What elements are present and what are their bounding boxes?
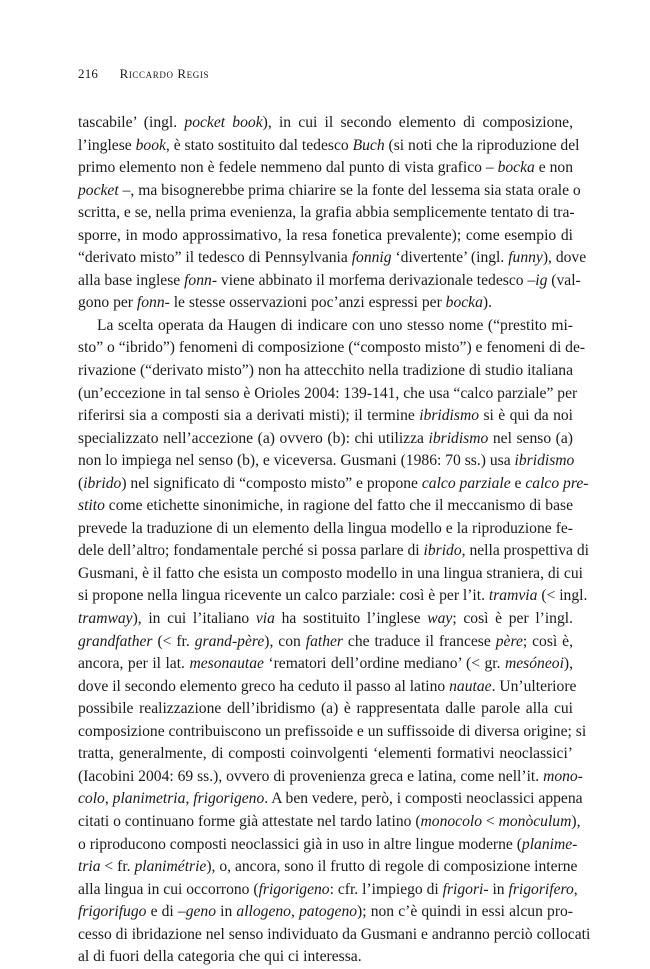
italic-term: grand-père [194, 632, 265, 650]
italic-term: way [427, 610, 453, 628]
text-run: alla lingua in cui occorrono ( [78, 880, 259, 898]
text-run: ‘divertente’ (ingl. [391, 249, 509, 267]
text-line [78, 337, 586, 360]
italic-term: allogeno [236, 903, 291, 921]
text-line [78, 540, 589, 563]
text-run: possibile realizzazione dell’ibridismo (a) è rappresentata dalle parole alla cui [78, 700, 573, 718]
text-run: ), con [264, 632, 306, 650]
text-line [78, 135, 580, 158]
text-run: (un’eccezione in tal senso è Orioles 2004: 139-141, che usa “calco parziale” per [78, 384, 578, 402]
text-run: ), dove [542, 249, 587, 267]
text-run: al di fuori della categoria che qui ci interessa. [78, 948, 362, 966]
text-run: : cfr. l’impiego di [329, 880, 443, 898]
italic-term: Buch [352, 136, 385, 154]
text-run: ); non c’è quindi in essi alcun pro- [357, 903, 573, 921]
text-run: (Iacobini 2004: 69 ss.), ovvero di provenienza greca e latina, come nell’it. [78, 767, 544, 785]
text-run: . A ben vedere, però, i composti neoclassici appena [264, 790, 583, 808]
italic-term: calco pre- [525, 474, 589, 492]
text-run: . Un’ulteriore [491, 677, 577, 695]
text-run: < fr. [100, 858, 135, 876]
text-line [78, 924, 591, 947]
italic-term: ibridismo [419, 407, 480, 425]
text-run: sporre, in modo approssimativo, la resa fonetica prevalente); come esempio di [78, 226, 573, 244]
running-header [78, 66, 209, 82]
italic-term: bocka [445, 294, 483, 312]
text-run: e non [534, 159, 573, 177]
text-line [78, 247, 587, 270]
italic-term: grandfather [78, 632, 153, 650]
text-line [78, 180, 581, 203]
text-run: e [510, 474, 526, 492]
text-run: tascabile’ (ingl. [78, 114, 185, 131]
italic-term: frigorifugo [78, 903, 147, 921]
italic-term: funny [508, 249, 543, 267]
text-line [78, 360, 573, 383]
text-run: non lo impiega nel senso (b), e viceversa. Gusmani (1986: 70 ss.) usa [78, 452, 515, 470]
text-run: La scelta operata da Haugen di indicare con uno stesso nome (“prestito mi- [97, 316, 573, 334]
text-run: (< fr. [152, 632, 195, 650]
text-run: in [216, 903, 237, 921]
italic-term: frigorigeno [193, 790, 265, 808]
text-run: gono per [78, 294, 137, 312]
text-line [78, 788, 583, 811]
text-run: nel senso (a) [488, 429, 573, 447]
italic-term: planimétrie [134, 858, 207, 876]
text-line [78, 631, 573, 654]
text-run: < [482, 812, 499, 830]
italic-term: ibrido [83, 474, 122, 492]
text-run: ; così è per l’ingl. [452, 610, 574, 628]
text-run: l’inglese [78, 136, 136, 154]
text-run: , [185, 790, 194, 808]
text-line [78, 856, 578, 879]
text-run: ancora, per il lat. [78, 655, 190, 673]
text-run: dove il secondo elemento greco ha ceduto il passo al latino [78, 677, 450, 695]
italic-term: bocka [497, 159, 535, 177]
text-run: , [290, 903, 299, 921]
italic-term: tramway [78, 610, 133, 628]
text-line [78, 383, 578, 406]
italic-term: tria [78, 858, 101, 876]
text-run: alla base inglese [78, 271, 185, 289]
italic-term: pocket [78, 181, 119, 199]
text-line [78, 450, 573, 473]
text-line [78, 270, 581, 293]
text-line [78, 811, 581, 834]
text-run: viene abbinato il morfema derivazionale tedesco [217, 271, 528, 289]
italic-term: mesóneoi [505, 655, 564, 673]
text-line [78, 428, 573, 451]
italic-term: via [255, 610, 275, 628]
text-run: si è qui da noi [479, 407, 574, 425]
text-line [78, 698, 573, 721]
text-run: ha sostituito l’inglese [274, 610, 428, 628]
text-line [78, 585, 588, 608]
italic-term: nautae [449, 677, 492, 695]
text-line [78, 405, 573, 428]
text-line [78, 225, 573, 248]
text-run: scritta, e se, nella prima evenienza, la grafia abbia semplicemente tentato di tra- [78, 204, 575, 222]
italic-term: fonn- [136, 294, 170, 312]
text-run: ), [571, 812, 581, 830]
text-run: ). [482, 294, 492, 312]
italic-term: book [135, 136, 166, 154]
running-head-author: Riccardo Regis [119, 66, 210, 81]
text-line [78, 901, 573, 924]
text-run: le stesse osservazioni poc’anzi espressi per [169, 294, 446, 312]
text-run: ), in cui il secondo elemento di composizione, [262, 114, 574, 131]
text-run: sto” o “ibrido”) fenomeni di composizione (“composto misto”) e fenomeni di de- [78, 339, 586, 357]
italic-term: mesonautae [189, 655, 264, 673]
text-run: ( [78, 474, 84, 492]
text-run: in [488, 880, 509, 898]
text-run: ), in cui l’italiano [132, 610, 256, 628]
text-run: ; così è, [522, 632, 573, 650]
text-line [78, 202, 573, 225]
text-line [78, 834, 578, 857]
text-line [78, 676, 577, 699]
text-run: “derivato misto” il tedesco di Pennsylvania [78, 249, 352, 267]
text-line [78, 157, 573, 180]
italic-term: monòculum [498, 812, 572, 830]
text-run: rivazione (“derivato misto”) non ha attecchito nella tradizione di studio italiana [78, 362, 573, 380]
text-run: , [104, 790, 113, 808]
italic-term: fonnig [351, 249, 392, 267]
text-run: primo elemento non è fedele nemmeno dal punto di vista grafico – [78, 159, 498, 177]
text-line [78, 653, 573, 676]
italic-term: patogeno [299, 903, 358, 921]
italic-term: frigorifero [508, 880, 574, 898]
text-run: ) nel significato di “composto misto” e propone [121, 474, 422, 492]
text-run: ‘rematori dell’ordine mediano’ (< gr. [263, 655, 505, 673]
italic-term: ibridismo [428, 429, 489, 447]
text-run: tratta, generalmente, di composti coinvolgenti ‘elementi formativi neoclassici’ [78, 745, 573, 763]
italic-term: colo [78, 790, 105, 808]
text-line [78, 315, 573, 338]
text-run: riferirsi sia a composti sia a derivati misti); il termine [78, 407, 420, 425]
text-run: , [573, 880, 578, 898]
text-line [78, 608, 573, 631]
italic-term: monocolo [420, 812, 483, 830]
text-line [78, 879, 578, 902]
italic-term: stito [78, 497, 105, 515]
text-run: che traduce il francese [342, 632, 496, 650]
text-line [78, 292, 573, 315]
page-number: 216 [78, 66, 99, 81]
italic-term: pocket book [184, 114, 263, 131]
italic-term: –geno [177, 903, 216, 921]
text-run: Gusmani, è il fatto che esista un composto modello in una lingua straniera, di cui [78, 564, 583, 582]
text-line [78, 563, 583, 586]
text-line [78, 721, 587, 744]
italic-term: père [495, 632, 523, 650]
italic-term: calco parziale [421, 474, 511, 492]
italic-term: –ig [527, 271, 548, 289]
text-run: specializzato nell’accezione (a) ovvero (b): chi utilizza [78, 429, 429, 447]
text-run: (< ingl. [537, 587, 588, 605]
italic-term: planime- [521, 835, 578, 853]
text-run: (si noti che la riproduzione del [384, 136, 580, 154]
text-run: come etichette sinonimiche, in ragione del fatto che il meccanismo di base [104, 497, 573, 515]
text-run: –, ma bisognerebbe prima chiarire se la fonte del lessema sia stata orale o [118, 181, 581, 199]
text-run: dele dell’altro; fondamentale perché si possa parlare di [78, 542, 424, 560]
text-run: cesso di ibridazione nel senso individuato da Gusmani e andranno perciò collocati [78, 925, 591, 943]
text-line [78, 473, 589, 496]
text-run: si propone nella lingua ricevente un calco parziale: così è per l’it. [78, 587, 489, 605]
text-line [78, 518, 573, 541]
text-run: composizione contribuiscono un prefissoide e un suffissoide di diversa origine; si [78, 722, 587, 740]
body-text [78, 112, 591, 969]
text-line [78, 495, 573, 518]
italic-term: tramvia [488, 587, 538, 605]
italic-term: fonn- [184, 271, 218, 289]
italic-term: frigori- [442, 880, 489, 898]
text-run: ), [563, 655, 573, 673]
text-run: , nella prospettiva di [461, 542, 589, 560]
text-line [78, 946, 573, 969]
text-run: o riproducono composti neoclassici già in uso in altre lingue moderne ( [78, 835, 522, 853]
italic-term: ibrido [423, 542, 462, 560]
italic-term: mono- [543, 767, 583, 785]
text-run: , è stato sostituito dal tedesco [165, 136, 353, 154]
text-run: prevede la traduzione di un elemento della lingua modello e la riproduzione fe- [78, 519, 573, 537]
italic-term: frigorigeno [258, 880, 330, 898]
text-run: (val- [547, 271, 581, 289]
text-line [78, 766, 583, 789]
text-run: ), o, ancora, sono il frutto di regole di composizione interne [206, 858, 578, 876]
text-run: e di [146, 903, 178, 921]
italic-term: planimetria [112, 790, 186, 808]
text-run: citati o continuano forme già attestate nel tardo latino ( [78, 812, 421, 830]
italic-term: ibridismo [514, 452, 575, 470]
text-line [78, 112, 573, 135]
text-line [78, 743, 573, 766]
italic-term: father [305, 632, 343, 650]
